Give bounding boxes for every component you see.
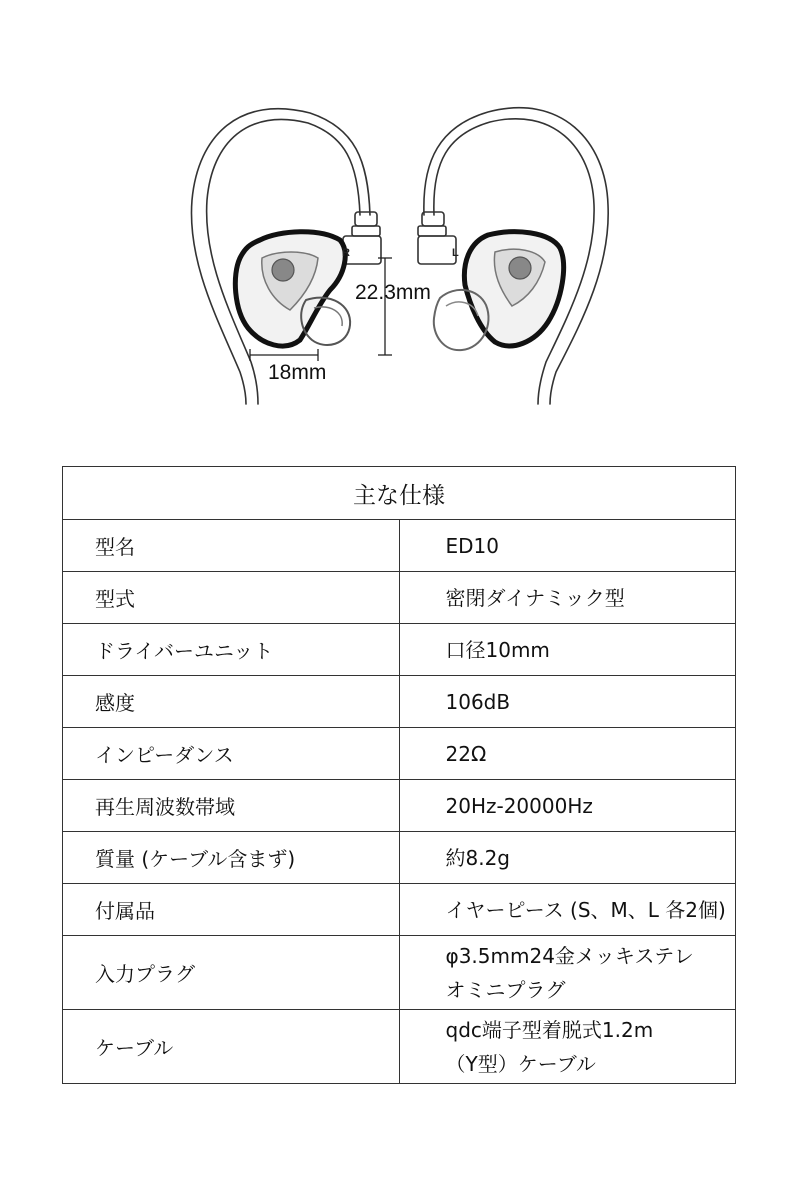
table-row [63,624,736,676]
right-side-label: R [342,247,350,259]
spec-value: 106dB [399,676,736,728]
spec-value [399,1010,736,1084]
spec-value: ED10 [399,520,736,572]
spec-label: 入力プラグ [63,936,400,1010]
width-dimension-label: 18mm [268,361,327,384]
spec-label: 感度 [63,676,400,728]
spec-label: 型名 [63,520,400,572]
spec-value: 22Ω [399,728,736,780]
table-row [63,572,736,624]
spec-table [62,466,736,1084]
height-dimension-label: 22.3mm [355,281,431,304]
table-row [63,832,736,884]
spec-value: 約8.2g [399,832,736,884]
spec-label: 質量 (ケーブル含まず) [63,832,400,884]
table-row [63,1010,736,1084]
table-row [63,520,736,572]
spec-label: インピーダンス [63,728,400,780]
spec-value: 20Hz-20000Hz [399,780,736,832]
spec-value-line: qdc端子型着脱式1.2m [445,1017,654,1042]
spec-label: ケーブル [63,1010,400,1084]
spec-value-line: φ3.5mm24金メッキステレ [445,943,694,968]
spec-value-line: （Y型）ケーブル [445,1051,596,1076]
table-row [63,728,736,780]
spec-value: 口径10mm [399,624,736,676]
spec-value: イヤーピース (S、M、L 各2個) [399,884,736,936]
spec-label: 型式 [63,572,400,624]
left-side-label: L [452,247,459,259]
table-row [63,884,736,936]
logo-icon [509,257,531,279]
table-row [63,780,736,832]
table-row [63,676,736,728]
spec-value: 密閉ダイナミック型 [399,572,736,624]
spec-label: ドライバーユニット [63,624,400,676]
spec-value [399,936,736,1010]
right-earphone [235,232,350,346]
spec-value-line: オミニプラグ [445,977,566,1002]
spec-label: 付属品 [63,884,400,936]
logo-icon [272,259,294,281]
earphone-diagram [0,0,800,440]
spec-table-title: 主な仕様 [63,467,736,520]
table-row [63,936,736,1010]
left-connector [418,212,456,264]
spec-label: 再生周波数帯域 [63,780,400,832]
